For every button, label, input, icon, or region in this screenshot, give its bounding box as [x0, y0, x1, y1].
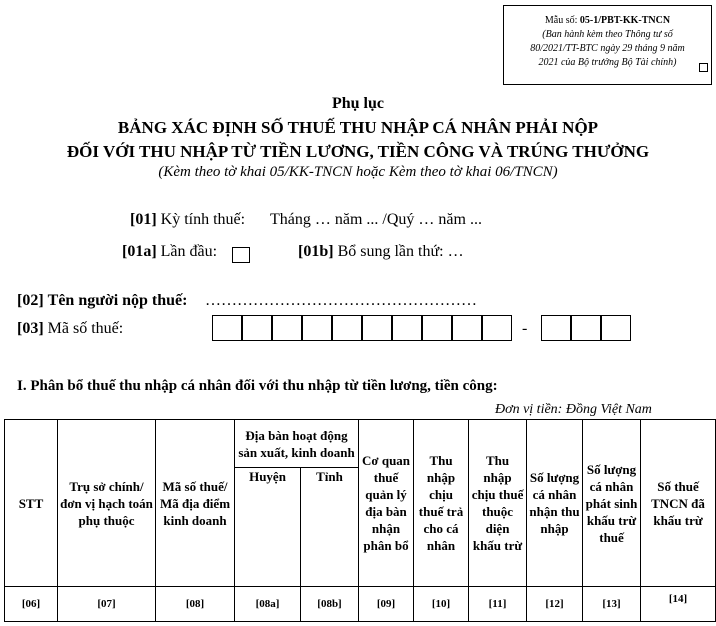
field-01a-label: Lần đầu: [160, 243, 218, 260]
header-tax-id: Mã số thuế/ Mã địa điểm kinh doanh [156, 420, 235, 587]
field-01a-code: [01a] [122, 243, 157, 260]
form-code-label: Mẫu số: [544, 15, 578, 26]
field-01-code: [01] [130, 211, 157, 228]
header-num-withheld: Số lượng cá nhân phát sinh khấu trừ thuế [583, 420, 641, 587]
tax-id-branch-box[interactable] [571, 315, 601, 341]
issued-line-3: 2021 của Bộ trưởng Bộ Tài chính) [538, 57, 677, 68]
field-02-code: [02] [17, 292, 44, 309]
code-cell-06: [06] [5, 587, 58, 622]
tax-id-digit-box[interactable] [392, 315, 422, 341]
header-district: Huyện [235, 468, 301, 587]
code-cell-08a: [08a] [235, 587, 301, 622]
corner-checkbox[interactable] [699, 63, 708, 72]
header-tax-withheld: Số thuế TNCN đã khấu trừ [641, 420, 716, 587]
form-code: 05-1/PBT-KK-TNCN [579, 15, 671, 26]
tax-id-digit-box[interactable] [242, 315, 272, 341]
header-province: Tỉnh [301, 468, 359, 587]
header-stt: STT [5, 420, 58, 587]
field-03 [17, 320, 123, 338]
header-office: Trụ sở chính/đơn vị hạch toán phụ thuộc [58, 420, 156, 587]
tax-id-digit-box[interactable] [362, 315, 392, 341]
tax-id-main-boxes [212, 315, 512, 341]
tax-id-branch-box[interactable] [601, 315, 631, 341]
header-taxable-income-withheld: Thu nhập chịu thuế thuộc diện khấu trừ [469, 420, 527, 587]
code-cell-11: [11] [469, 587, 527, 622]
taxpayer-name-dots[interactable]: …………………………………………… [205, 292, 477, 309]
code-cell-12: [12] [527, 587, 583, 622]
field-01a [122, 243, 217, 261]
header-taxable-income-paid: Thu nhập chịu thuế trả cho cá nhân [414, 420, 469, 587]
tax-id-digit-box[interactable] [332, 315, 362, 341]
field-01b-label: Bổ sung lần thứ: … [337, 243, 464, 260]
field-01 [130, 211, 245, 229]
header-num-recipients: Số lượng cá nhân nhận thu nhập [527, 420, 583, 587]
tax-id-branch-box[interactable] [541, 315, 571, 341]
issued-line-1: (Ban hành kèm theo Thông tư số [542, 29, 673, 40]
field-03-label: Mã số thuế: [47, 320, 124, 337]
form-code-line [545, 15, 670, 26]
code-cell-14: [14] [641, 587, 716, 622]
code-cell-09: [09] [359, 587, 414, 622]
issued-line-2: 80/2021/TT-BTC ngày 29 tháng 9 năm [530, 43, 685, 54]
tax-id-digit-box[interactable] [452, 315, 482, 341]
allocation-table [4, 419, 716, 622]
tax-id-digit-box[interactable] [482, 315, 512, 341]
tax-id-digit-box[interactable] [302, 315, 332, 341]
page-title-line-1: BẢNG XÁC ĐỊNH SỐ THUẾ THU NHẬP CÁ NHÂN PHẢI NỘP [117, 118, 599, 137]
tax-id-branch-boxes [541, 315, 631, 341]
code-cell-08: [08] [156, 587, 235, 622]
tax-id-digit-box[interactable] [272, 315, 302, 341]
code-cell-07: [07] [58, 587, 156, 622]
code-cell-13: [13] [583, 587, 641, 622]
field-02-label: Tên người nộp thuế: [47, 292, 188, 309]
currency-unit: Đơn vị tiền: Đồng Việt Nam [495, 402, 652, 417]
page-title-line-2: ĐỐI VỚI THU NHẬP TỪ TIỀN LƯƠNG, TIỀN CÔNG VÀ TRÚNG THƯỞNG [66, 142, 650, 161]
header-location-group: Địa bàn hoạt động sản xuất, kinh doanh [235, 420, 359, 468]
form-code-box [503, 5, 712, 85]
first-time-checkbox[interactable] [232, 247, 250, 263]
code-cell-08b: [08b] [301, 587, 359, 622]
field-01b-code: [01b] [298, 243, 334, 260]
header-tax-authority: Cơ quan thuế quản lý địa bàn nhận phân bổ [359, 420, 414, 587]
field-01b [298, 243, 464, 261]
page-subtitle: (Kèm theo tờ khai 05/KK-TNCN hoặc Kèm theo tờ khai 06/TNCN) [158, 164, 558, 180]
code-cell-10: [10] [414, 587, 469, 622]
field-01-label: Kỳ tính thuế: [160, 211, 246, 228]
tax-id-separator: - [522, 320, 528, 337]
appendix-label: Phụ lục [331, 95, 384, 112]
field-02 [17, 292, 187, 310]
tax-id-digit-box[interactable] [212, 315, 242, 341]
section-1-title: I. Phân bổ thuế thu nhập cá nhân đối với thu nhập từ tiền lương, tiền công: [17, 378, 498, 394]
field-03-code: [03] [17, 320, 44, 337]
tax-period-value[interactable]: Tháng … năm ... /Quý … năm ... [270, 211, 482, 228]
tax-id-digit-box[interactable] [422, 315, 452, 341]
